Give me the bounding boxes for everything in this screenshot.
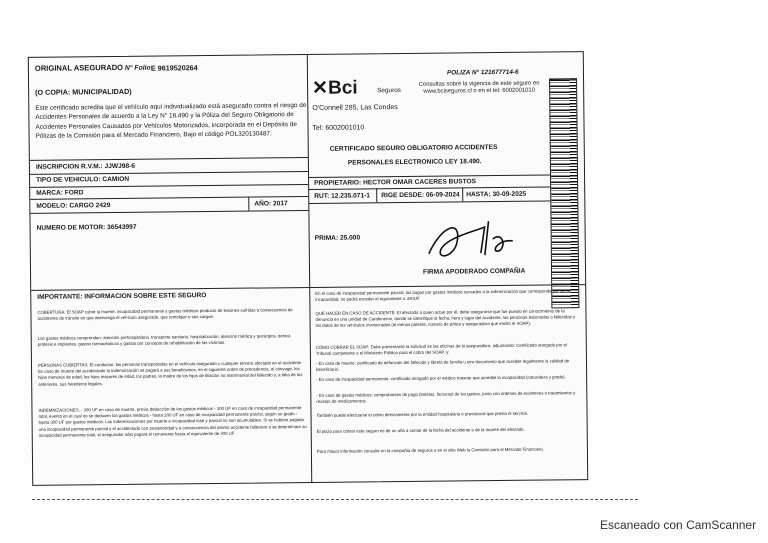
info-term: El plazo para cobrar este seguro es de un año a contar de la fecha del accidente o de la muerte del afectado. — [316, 426, 525, 434]
valid-to-field: HASTA: 30-09-2025 — [466, 190, 527, 199]
x-mark-icon: ✕ — [312, 77, 329, 99]
logo-sub: Seguros — [377, 87, 401, 95]
year-field: AÑO: 2017 — [254, 200, 288, 208]
folio-number: E 9619520264 — [150, 63, 198, 73]
rvm-field: INSCRIPCION R.V.M.: JJWJ98-6 — [35, 162, 136, 171]
motor-field: NUMERO DE MOTOR: 36543997 — [36, 223, 137, 232]
info-expenses: - En caso de gastos médicos: comprobantes de pago (boletas, facturas) de los gastos, junto con órdenes de exámenes o tratamientos y recetas de medicamentos. — [316, 390, 576, 405]
info-accident: QUÉ HACER EN CASO DE ACCIDENTE: El afectado o quien actúe por él, debe asegurarse que fue puesto en conocimiento de la denuncia en una unidad de Carabineros, donde se identifique la fecha, hora y lugar del accidente, las personas lesionadas o fallecidas y los datos de los vehículos involucrados (al menos patente, número de póliza y aseguradora que emitió el SOAP). — [315, 308, 576, 329]
certificate-title-2: PERSONALES ELECTRONICO LEY 18.490. — [347, 158, 482, 167]
valid-from-field: RIGE DESDE: 06-09-2024 — [381, 191, 460, 200]
copy-label: (O COPIA: MUNICIPALIDAD) — [35, 86, 132, 97]
info-title: IMPORTANTE: INFORMACION SOBRE ESTE SEGURO — [37, 292, 207, 301]
info-coverage: COBERTURA: El SOAP cubre la muerte, incapacidad permanente y gastos médicos producto de lesiones sufridas a consecuencia de accidentes de tránsito en que intervenga el vehículo asegurado, que remolque o sea cargue. — [37, 307, 293, 322]
logo-text: Bci — [327, 77, 358, 99]
vehicle-type-field: TIPO DE VEHICULO: CAMION — [36, 175, 130, 184]
owner-field: PROPIETARIO: HECTOR OMAR CACERES BUSTOS — [314, 178, 477, 187]
info-persons: PERSONAS CUBIERTAS: El conductor, las personas transportadas en el vehículo asegurado y cualquier tercero afectado en el accidente. En caso de muerte del accidentado la indemnización se pagará a sus beneficiarios, en el siguiente orden de precedencia: el cónyuge, los hijos menores de edad, los hijos mayores de edad, los padres, la madre de los hijos de filiación no matrimonial del fallecido y, a falta de los anteriores, sus herederos legales. — [37, 360, 303, 387]
signature-label: FIRMA APODERADO COMPAÑIA — [423, 267, 526, 276]
info-death: - En caso de muerte: certificado de defunción del fallecido y libreta de familia u otro documento que acredite legalmente la calidad de beneficiario. — [315, 358, 570, 373]
insurer-phone: Tel: 6002001010 — [312, 124, 365, 132]
premium-field: PRIMA: 25.000 — [314, 234, 361, 242]
scanner-watermark: Escaneado con CamScanner — [600, 518, 757, 532]
info-contact: Para mayor información consulte en la compañía de seguros o en el sitio Web la Comisión para el Mercado Financiero. — [316, 446, 544, 454]
model-field: MODELO: CARGO 2429 — [36, 202, 111, 210]
bci-logo — [312, 76, 358, 99]
soap-certificate — [28, 51, 588, 486]
scan-edge-rule — [32, 499, 638, 500]
info-disability: - En caso de incapacidad permanente: certificado otorgado por el médico tratante que acredite la incapacidad (naturaleza y grado). — [316, 374, 566, 382]
info-medical: Los gastos médicos comprenden: atención prehospitalaria, transporte sanitario, hospitalización, atención médica y quirúrgica, dental, prótesis e implantes, gastos farmacéuticos y gastos por concepto de rehabilitación de las víctimas. — [37, 333, 291, 348]
signature — [422, 213, 519, 268]
insurer-address: O'Connell 285, Las Condes — [312, 104, 398, 112]
info-indemnities: INDEMNIZACIONES: - 300 UF en caso de muerte, previa deducción de los gastos médicos - 300 UF en caso de incapacidad permanente total, evento en el cual no se deducen los gastos médicos - hasta 200 UF en caso de incapacidad permanente parcial, según su grado - hasta 300 UF por gastos médicos. Las indemnizaciones por muerte e incapacidad total y parcial no son acumulables. Si se hubiere pagado una incapacidad permanente parcial y el accidentado con posterioridad y a consecuencia del mismo accidente falleciere o se determinare su incapacidad permanente total, el asegurador sólo pagará el remanente hasta el equivalente de 300 UF. — [38, 405, 307, 438]
rut-field: RUT: 12.235.071-1 — [314, 192, 370, 200]
certificate-text: Este certificado acredita que el vehículo aquí individualizado está asegurado contra el riesgo de Accidentes Personales de acuerdo a la Ley N° 18.490 y la Póliza del Seguro Obligatorio de Accidentes Personales Causados por Vehículos Motorizados, incorporada en el Depósito de Pólizas de la Comisión para el Mercado Financiero, Bajo el código POL320130487. — [35, 102, 307, 141]
info-direct: También puede efectuarse el cobro directamente por la entidad hospitalaria o previsional que presta el servicio. — [316, 410, 529, 418]
barcode — [549, 78, 579, 308]
info-partial: En el caso de incapacidad permanente parcial, los pagos por gastos médicos sumados a la indemnización que corresponda por dicha incapacidad, no podrá exceder el equivalente a 300UF. — [315, 288, 571, 303]
policy-number: POLIZA N° 121677714-6 — [446, 68, 519, 77]
brand-field: MARCA: FORD — [36, 189, 84, 197]
consult-text: Consultas sobre la vigencia de este seguro en www.bciseguros.cl o en el tel: 6002001010 — [418, 80, 540, 95]
folio-label: N° Folio — [124, 64, 151, 72]
certificate-title-1: CERTIFICADO SEGURO OBLIGATORIO ACCIDENTES — [329, 144, 498, 153]
original-label: ORIGINAL ASEGURADO — [34, 62, 124, 73]
info-claim: CÓMO COBRAR EL SOAP: Debe presentarse la solicitud en las oficinas de la aseguradora, adjuntando: Certificado otorgado por el Tribunal competente o el Ministerio Público para el cobro del SOAP, y: — [315, 342, 567, 357]
